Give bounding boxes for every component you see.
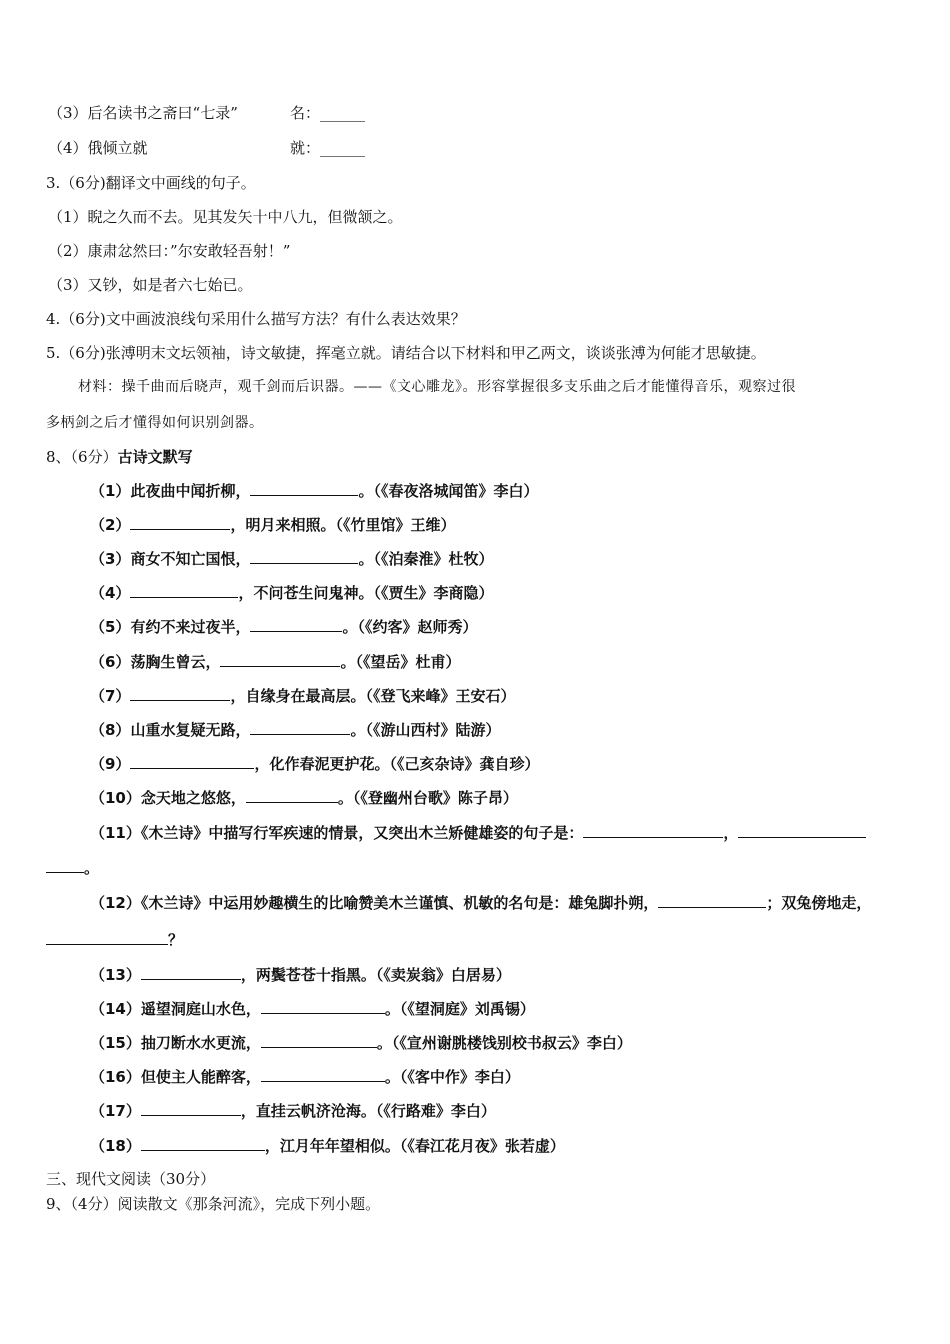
answer-blank[interactable] — [250, 617, 342, 632]
answer-blank[interactable] — [658, 893, 766, 908]
poetry-item — [90, 788, 518, 808]
answer-blank[interactable] — [250, 720, 350, 735]
answer-blank[interactable] — [250, 549, 358, 564]
item-text-before: 抽刀断水水更流， — [140, 1034, 261, 1053]
item-number: （1） — [90, 482, 131, 500]
q2-item-3-answer: 名：______ — [290, 104, 366, 122]
answer-blank[interactable] — [220, 652, 340, 667]
answer-blank[interactable] — [141, 1101, 241, 1116]
item-number: （2） — [90, 516, 131, 535]
item-text-after: ，不问苍生问鬼神。（《贾生》李商隐） — [238, 584, 494, 603]
q3-title: 3.（6分)翻译文中画线的句子。 — [46, 174, 256, 192]
poetry-item — [90, 754, 539, 774]
section-8-prefix: 8、（6分） — [46, 448, 118, 466]
item-text-after: ，江月年年望相似。（《春江花月夜》张若虚） — [264, 1136, 565, 1155]
item-text-after: 。（《望洞庭》刘禹锡） — [384, 1000, 535, 1019]
poetry-item — [90, 1101, 496, 1121]
poetry-item — [90, 1033, 632, 1053]
item-number: （15） — [90, 1034, 141, 1053]
poetry-item — [90, 481, 538, 501]
item-number: （7） — [90, 686, 131, 705]
item-text-after: 。（《游山西村》陆游） — [350, 720, 501, 739]
item-12-line-2: ？ — [46, 930, 183, 950]
item-text-before: 遥望洞庭山水色， — [140, 1000, 261, 1019]
section-8-heading — [46, 447, 193, 467]
answer-blank[interactable] — [246, 788, 338, 803]
item-text-before: 念天地之悠悠， — [140, 788, 246, 807]
poetry-item — [90, 1067, 520, 1087]
material-line-1: 材料：操千曲而后晓声，观千剑而后识器。——《文心雕龙》。形容掌握很多支乐曲之后才能懂得音乐，观察过很 — [78, 379, 796, 395]
answer-blank[interactable] — [46, 930, 168, 945]
q9-text: 9、（4分）阅读散文《那条河流》，完成下列小题。 — [46, 1195, 381, 1213]
poetry-item — [90, 617, 477, 637]
q3-item-1: （1）睨之久而不去。见其发矢十中八九，但微颔之。 — [48, 208, 403, 226]
item-text-after: ，直挂云帆济沧海。（《行路难》李白） — [240, 1102, 496, 1121]
item-text-after: 。（《望岳》杜甫） — [340, 652, 461, 671]
item-text-after: 。（《约客》赵师秀） — [342, 618, 478, 637]
poetry-item — [90, 686, 515, 706]
q5-text: 5.（6分)张溥明末文坛领袖，诗文敏捷，挥毫立就。请结合以下材料和甲乙两文，谈谈张溥为何能才思敏捷。 — [46, 344, 766, 362]
item-text-after: 。（《客中作》李白） — [384, 1068, 520, 1087]
item-text-after: ，自缘身在最高层。（《登飞来峰》王安石） — [230, 686, 516, 705]
material-line-2: 多柄剑之后才懂得如何识别剑器。 — [46, 415, 264, 431]
poetry-item — [90, 1136, 565, 1156]
item-text-before: 山重水复疑无路， — [130, 720, 251, 739]
item-number: （14） — [90, 1000, 141, 1019]
item-text-after: 。（《宣州谢朓楼饯别校书叔云》李白） — [376, 1034, 632, 1053]
answer-blank[interactable] — [261, 999, 385, 1014]
item-number: （4） — [90, 584, 131, 603]
item-text-before: 荡胸生曾云， — [130, 652, 221, 671]
item-text-after: 。（《登幽州台歌》陈子昂） — [337, 788, 518, 807]
item-text-after: ，化作春泥更护花。（《己亥杂诗》龚自珍） — [254, 754, 540, 773]
item-number: （13） — [90, 966, 141, 984]
item-number: （18） — [90, 1136, 141, 1155]
answer-blank[interactable] — [141, 965, 241, 980]
item-text-before: 有约不来过夜半， — [130, 618, 251, 637]
answer-blank[interactable] — [130, 754, 254, 769]
item-11-line-1: （11）《木兰诗》中描写行军疾速的情景，又突出木兰矫健雄姿的句子是： ， — [90, 823, 866, 843]
poetry-item — [90, 652, 460, 672]
item-number: （10） — [90, 788, 141, 807]
answer-blank[interactable] — [261, 1067, 385, 1082]
q2-item-4-answer: 就：______ — [290, 139, 366, 157]
item-12-line-1: （12）《木兰诗》中运用妙趣横生的比喻赞美木兰谨慎、机敏的名句是：雄兔脚扑朔， ；双兔傍地走， — [90, 894, 872, 912]
item-text-before: 商女不知亡国恨， — [130, 550, 251, 569]
item-11-line-2: 。 — [46, 858, 99, 878]
q3-item-2: （2）康肃忿然曰：”尔安敢轻吾射！” — [48, 242, 291, 260]
item-text-after: ，明月来相照。（《竹里馆》王维） — [230, 516, 456, 535]
item-number: （3） — [90, 550, 131, 569]
poetry-item — [90, 720, 500, 740]
answer-blank[interactable] — [130, 686, 230, 701]
q2-item-3: （3）后名读书之斋曰“七录” — [48, 104, 238, 122]
poetry-item — [90, 999, 535, 1019]
item-number: （9） — [90, 754, 131, 773]
answer-blank[interactable] — [130, 515, 230, 530]
answer-blank[interactable] — [46, 858, 84, 873]
answer-blank[interactable] — [583, 823, 723, 838]
answer-blank[interactable] — [250, 481, 358, 496]
answer-blank[interactable] — [261, 1033, 377, 1048]
poetry-item — [90, 549, 493, 569]
poetry-item — [90, 515, 455, 535]
q2-item-4: （4）俄倾立就 — [48, 139, 148, 157]
item-number: （8） — [90, 720, 131, 739]
item-text-before: 此夜曲中闻折柳， — [130, 482, 251, 500]
item-text-after: 。（《春夜洛城闻笛》李白） — [358, 482, 539, 500]
item-number: （16） — [90, 1068, 141, 1087]
poetry-item — [90, 583, 493, 603]
q3-item-3: （3）又钞，如是者六七始已。 — [48, 276, 253, 294]
answer-blank[interactable]: ______ — [320, 139, 366, 157]
poetry-item — [90, 965, 511, 985]
answer-blank[interactable]: ______ — [320, 104, 366, 122]
answer-blank[interactable] — [130, 583, 238, 598]
item-text-before: 但使主人能醉客， — [140, 1068, 261, 1087]
item-number: （5） — [90, 618, 131, 637]
q4-text: 4.（6分)文中画波浪线句采用什么描写方法？有什么表达效果？ — [46, 310, 466, 328]
item-text-after: 。（《泊秦淮》杜牧） — [358, 550, 494, 569]
item-number: （6） — [90, 652, 131, 671]
answer-blank[interactable] — [141, 1136, 265, 1151]
item-number: （17） — [90, 1102, 141, 1121]
section-3-title: 三、现代文阅读（30分） — [46, 1170, 216, 1188]
answer-blank[interactable] — [738, 823, 866, 838]
item-text-after: ，两鬓苍苍十指黑。（《卖炭翁》白居易） — [240, 966, 511, 984]
section-8-title: 古诗文默写 — [117, 448, 193, 466]
